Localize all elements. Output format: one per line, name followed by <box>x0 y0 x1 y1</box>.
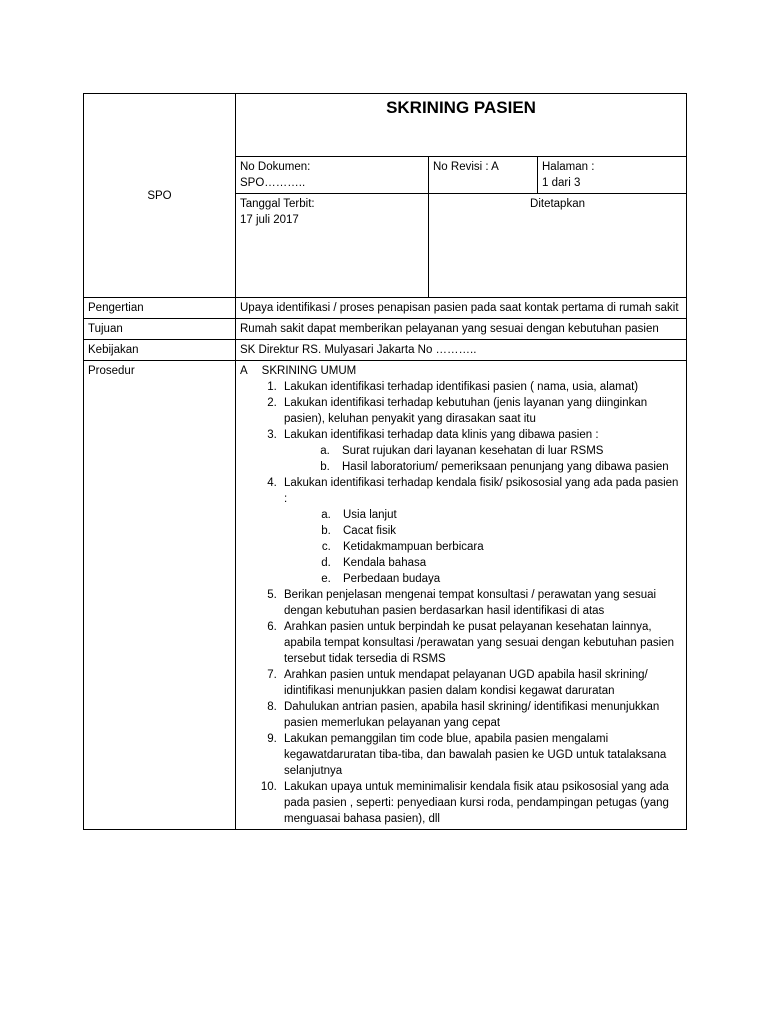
sub-item-text: Surat rujukan dari layanan kesehatan di luar RSMS <box>342 445 604 457</box>
step-text: Dahulukan antrian pasien, apabila hasil skrining/ identifikasi menunjukkan pasien memerlukan pelayanan yang cepat <box>284 701 660 729</box>
sub-item-text: Ketidakmampuan berbicara <box>343 541 484 553</box>
sub-list-item <box>334 555 682 571</box>
section-letter: A <box>240 365 248 377</box>
sub-list-item <box>333 443 682 459</box>
no-revisi: No Revisi : A <box>433 161 499 173</box>
sub-item-text: Usia lanjut <box>343 509 397 521</box>
sub-list-item <box>334 571 682 587</box>
sub-list <box>284 443 682 475</box>
step-text: Lakukan identifikasi terhadap kebutuhan (jenis layanan yang diinginkan pasien), keluhan penyakit yang dirasakan saat itu <box>284 397 648 425</box>
pengertian-label: Pengertian <box>84 298 236 319</box>
no-revisi-cell <box>429 157 538 194</box>
section-title: SKRINING UMUM <box>261 365 357 377</box>
no-dokumen-value: SPO……….. <box>240 177 306 189</box>
step-text: Lakukan pemanggilan tim code blue, apabila pasien mengalami kegawatdaruratan tiba-tiba, dan bawalah pasien ke UGD untuk tatalaksana selanjutnya <box>284 733 667 777</box>
halaman-label: Halaman : <box>542 161 595 173</box>
step-text: Lakukan identifikasi terhadap identifikasi pasien ( nama, usia, alamat) <box>284 381 639 393</box>
halaman-cell <box>538 157 687 194</box>
step-text: Lakukan identifikasi terhadap kendala fisik/ psikososial yang ada pada pasien : <box>284 477 679 505</box>
list-item <box>280 587 682 619</box>
sub-item-text: Perbedaan budaya <box>343 573 441 585</box>
spo-label: SPO <box>147 189 172 202</box>
kebijakan-text: SK Direktur RS. Mulyasari Jakarta No ……….. <box>236 340 687 361</box>
list-item <box>280 699 682 731</box>
tanggal-value: 17 juli 2017 <box>240 214 299 226</box>
list-item <box>280 731 682 779</box>
list-item <box>280 619 682 667</box>
prosedur-content <box>236 361 687 830</box>
tanggal-label: Tanggal Terbit: <box>240 198 315 210</box>
tujuan-text: Rumah sakit dapat memberikan pelayanan yang sesuai dengan kebutuhan pasien <box>236 319 687 340</box>
procedure-steps <box>240 379 682 827</box>
section-heading <box>240 363 682 379</box>
no-dokumen-cell <box>236 157 429 194</box>
list-item <box>280 379 682 395</box>
sub-list-item <box>333 459 682 475</box>
sub-list-item <box>334 539 682 555</box>
list-item <box>280 427 682 475</box>
step-text: Arahkan pasien untuk berpindah ke pusat pelayanan kesehatan lainnya, apabila tempat konsultasi /perawatan yang sesuai dengan kebutuhan pasien tersebut tidak tersedia di RSMS <box>284 621 675 665</box>
sub-item-text: Cacat fisik <box>343 525 397 537</box>
sub-item-text: Kendala bahasa <box>343 557 427 569</box>
list-item <box>280 667 682 699</box>
spo-label-cell <box>84 94 236 298</box>
step-text: Lakukan upaya untuk meminimalisir kendala fisik atau psikososial yang ada pada pasien , seperti: penyediaan kursi roda, pendampingan petugas (yang menguasai bahasa pasien), dll <box>284 781 669 825</box>
sub-item-text: Hasil laboratorium/ pemeriksaan penunjang yang dibawa pasien <box>342 461 669 473</box>
no-dokumen-label: No Dokumen: <box>240 161 311 173</box>
prosedur-label: Prosedur <box>84 361 236 830</box>
list-item <box>280 779 682 827</box>
sub-list-item <box>334 507 682 523</box>
halaman-value: 1 dari 3 <box>542 177 581 189</box>
document-title: SKRINING PASIEN <box>236 94 687 157</box>
step-text: Arahkan pasien untuk mendapat pelayanan UGD apabila hasil skrining/ idintifikasi menunjukkan pasien dalam kondisi kegawat daruratan <box>284 669 648 697</box>
list-item <box>280 395 682 427</box>
pengertian-text: Upaya identifikasi / proses penapisan pasien pada saat kontak pertama di rumah sakit <box>236 298 687 319</box>
list-item <box>280 475 682 587</box>
ditetapkan: Ditetapkan <box>530 198 585 210</box>
sub-list-item <box>334 523 682 539</box>
spo-table <box>83 93 687 830</box>
tujuan-label: Tujuan <box>84 319 236 340</box>
sub-list <box>284 507 682 587</box>
kebijakan-label: Kebijakan <box>84 340 236 361</box>
step-text: Lakukan identifikasi terhadap data klinis yang dibawa pasien : <box>284 429 599 441</box>
ditetapkan-cell <box>429 194 687 298</box>
step-text: Berikan penjelasan mengenai tempat konsultasi / perawatan yang sesuai dengan kebutuhan pasien berdasarkan hasil identifikasi di atas <box>284 589 657 617</box>
tanggal-terbit-cell <box>236 194 429 298</box>
